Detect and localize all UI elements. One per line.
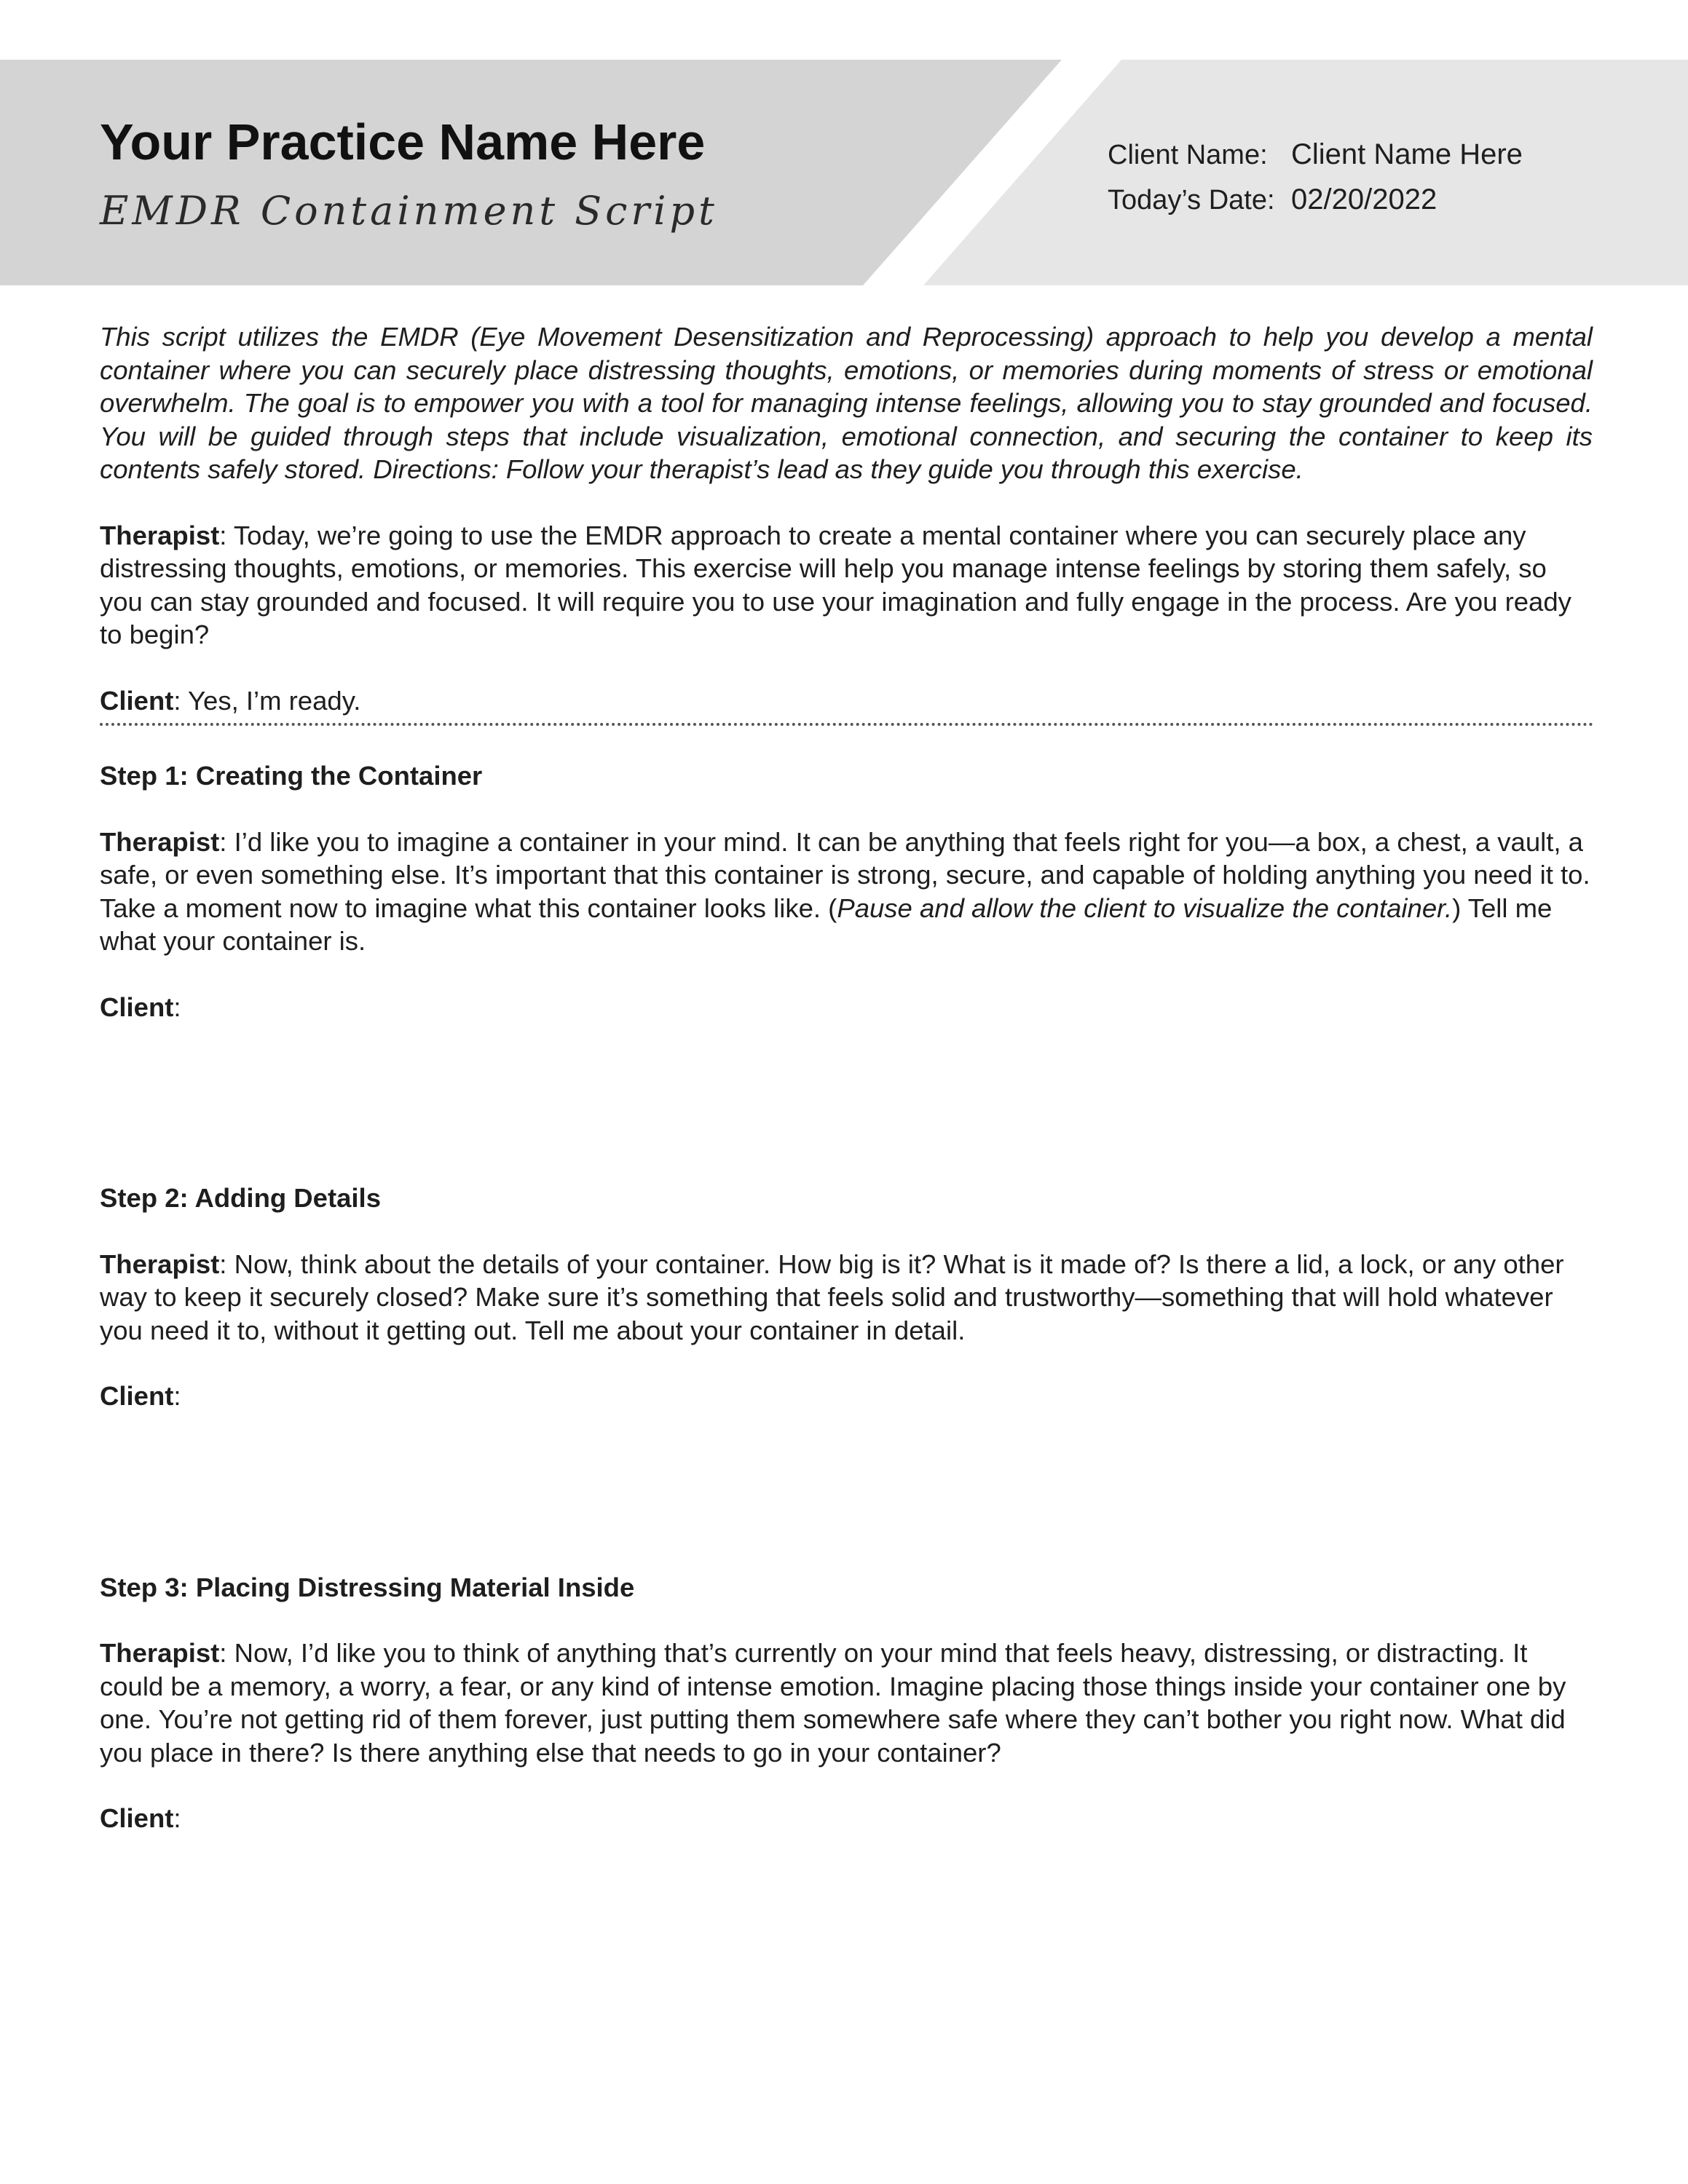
step-1-client-line (100, 991, 1593, 1024)
document-title: EMDR Containment Script (100, 188, 718, 234)
step-1-heading: Step 1: Creating the Container (100, 761, 483, 791)
dotted-divider (100, 723, 1594, 726)
client-colon: : (173, 1803, 181, 1833)
opening-client-line (100, 684, 1593, 718)
client-name-row (1108, 138, 1523, 183)
therapist-instruction: Pause and allow the client to visualize the container. (837, 893, 1453, 923)
practice-name: Your Practice Name Here (100, 114, 706, 170)
step-2-client-response-area[interactable] (100, 1413, 1593, 1571)
header-left-panel (0, 60, 1062, 285)
client-name-value[interactable]: Client Name Here (1291, 138, 1523, 170)
therapist-text: : I’d like you to imagine a container in your mind. It can be anything that feels right for you—a box, a chest, a vault, a safe, or even something else. It’s important that this container is strong, secure, and capable of holding anything you need it to. Take a moment now to imagine what this container looks like. ( (100, 826, 1590, 923)
client-text: : Yes, I’m ready. (173, 685, 361, 716)
step-3-client-line (100, 1802, 1593, 1835)
therapist-text: : Now, think about the details of your container. How big is it? What is it made of? Is there a lid, a lock, or any other way to keep it securely closed? Make sure it’s something that feels solid and trustworthy—something that will hold whatever you need it to, without it getting out. Tell me about your container in detail. (100, 1249, 1564, 1345)
step-2-heading: Step 2: Adding Details (100, 1183, 381, 1213)
therapist-label: Therapist (100, 1638, 220, 1668)
therapist-text: : Today, we’re going to use the EMDR approach to create a mental container where you can securely place any distressing thoughts, emotions, or memories. This exercise will help you manage intense feelings by storing them safely, so you can stay grounded and focused. It will require you to use your imagination and fully engage in the process. Are you ready to begin? (100, 520, 1571, 649)
therapist-text: : Now, I’d like you to think of anything that’s currently on your mind that feels heavy, distressing, or distracting. It could be a memory, a worry, a fear, or any kind of intense emotion. Imagine placing those things inside your container one by one. You’re not getting rid of them forever, just putting them somewhere safe where they can’t bother you right now. What did you place in there? Is there anything else that needs to go in your container? (100, 1638, 1566, 1768)
date-label: Today’s Date: (1108, 185, 1275, 215)
client-colon: : (173, 992, 181, 1022)
step-1-therapist-line (100, 826, 1593, 958)
client-colon: : (173, 1381, 181, 1411)
step-3-heading: Step 3: Placing Distressing Material Inside (100, 1572, 635, 1602)
opening-therapist-line (100, 519, 1593, 652)
client-label: Client (100, 1803, 174, 1833)
step-2-client-line (100, 1380, 1593, 1413)
script-body (100, 320, 1593, 1993)
date-value[interactable]: 02/20/2022 (1291, 183, 1437, 215)
therapist-label: Therapist (100, 520, 220, 550)
step-3-therapist-line (100, 1637, 1593, 1769)
step-1-client-response-area[interactable] (100, 1024, 1593, 1182)
step-2-therapist-line (100, 1248, 1593, 1348)
intro-paragraph: This script utilizes the EMDR (Eye Movement Desensitization and Reprocessing) approach to help you develop a mental container where you can securely place distressing thoughts, emotions, or memories during moments of stress or emotional overwhelm. The goal is to empower you with a tool for managing intense feelings, allowing you to stay grounded and focused. You will be guided through steps that include visualization, emotional connection, and securing the container to keep its contents safely stored. Directions: Follow your therapist’s lead as they guide you through this exercise. (100, 322, 1593, 484)
therapist-label: Therapist (100, 1249, 220, 1279)
therapist-label: Therapist (100, 826, 220, 857)
client-label: Client (100, 685, 174, 716)
therapist-text-tail: ) Tell me what your container is. (100, 893, 1553, 956)
client-label: Client (100, 992, 174, 1022)
step-3-client-response-area[interactable] (100, 1835, 1593, 1993)
client-name-label: Client Name: (1108, 140, 1268, 170)
client-label: Client (100, 1381, 174, 1411)
date-row (1108, 183, 1523, 229)
client-info-block (1108, 138, 1523, 229)
